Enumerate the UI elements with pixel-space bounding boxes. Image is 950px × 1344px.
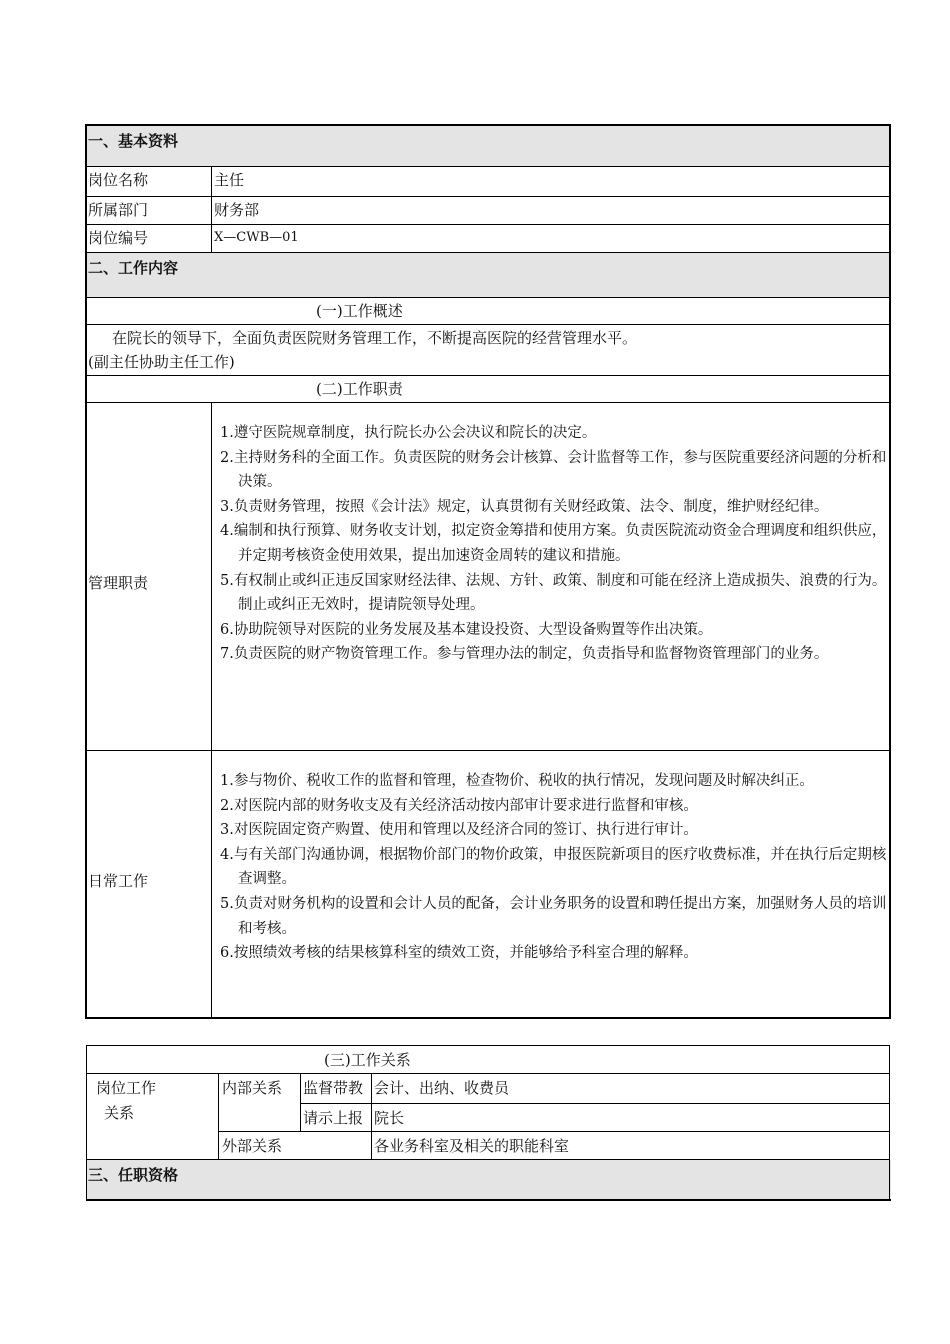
duties-heading: (二)工作职责 (316, 380, 403, 398)
row-divider (86, 402, 890, 403)
list-item: 4.编制和执行预算、财务收支计划，拟定资金筹措和使用方案。负责医院流动资金合理调度和组织供应，并定期考核资金使用效果，提出加速资金周转的建议和措施。 (220, 523, 887, 564)
row-divider (86, 750, 890, 751)
relations-row-label-2: 关系 (104, 1104, 135, 1122)
list-item: 2.主持财务科的全面工作。负责医院的财务会计核算、会计监督等工作，参与医院重要经济问题的分析和决策。 (220, 449, 887, 491)
table-border (86, 1045, 87, 1200)
overview-text: 在院长的领导下，全面负责医院财务管理工作，不断提高医院的经营管理水平。 (112, 329, 638, 347)
label-position-name: 岗位名称 (88, 171, 149, 189)
column-divider (371, 1073, 372, 1159)
row-divider (86, 224, 890, 225)
row-divider (86, 252, 890, 253)
section-qualifications: 三、任职资格 (86, 1160, 891, 1199)
list-item: 1.遵守医院规章制度，执行院长办公会决议和院长的决定。 (220, 425, 597, 441)
column-divider (218, 1073, 219, 1159)
row-divider (86, 196, 890, 197)
row-divider (86, 375, 890, 376)
overview-note: (副主任协助主任工作) (88, 353, 235, 371)
management-duties-label: 管理职责 (88, 574, 149, 592)
table-border (889, 124, 891, 1019)
row-divider (86, 166, 890, 167)
table-border (85, 124, 891, 126)
list-item: 5.有权制止或纠正违反国家财经法律、法规、方针、政策、制度和可能在经济上造成损失、浪费的行为。制止或纠正无效时，提请院领导处理。 (220, 572, 887, 614)
list-item: 3.对医院固定资产购置、使用和管理以及经济合同的签订、执行进行审计。 (220, 822, 698, 839)
row-divider (86, 297, 890, 298)
supervise-value: 会计、出纳、收费员 (374, 1079, 510, 1097)
daily-work-list (220, 769, 891, 966)
list-item: 4.与有关部门沟通协调，根据物价部门的物价政策，申报医院新项目的医疗收费标准，并在执行后定期核查调整。 (220, 846, 887, 888)
internal-relations-label: 内部关系 (222, 1079, 283, 1097)
external-relations-label: 外部关系 (222, 1137, 283, 1155)
report-value: 院长 (374, 1109, 405, 1127)
daily-work-label: 日常工作 (88, 872, 149, 890)
row-divider (300, 1103, 890, 1104)
external-relations-value: 各业务科室及相关的职能科室 (374, 1137, 570, 1155)
table-border (86, 1045, 890, 1046)
list-item: 1.参与物价、税收工作的监督和管理，检查物价、税收的执行情况，发现问题及时解决纠正。 (220, 773, 814, 789)
list-item: 6.按照绩效考核的结果核算科室的绩效工资，并能够给予科室合理的解释。 (220, 945, 698, 962)
table-border (86, 1199, 891, 1201)
overview-heading: (一)工作概述 (316, 302, 403, 320)
report-label: 请示上报 (303, 1109, 364, 1127)
column-divider (300, 1073, 301, 1131)
relations-heading: (三)工作关系 (324, 1051, 411, 1069)
value-position-code: X—CWB—01 (214, 230, 299, 245)
row-divider (86, 1159, 890, 1160)
management-duties-list (220, 421, 891, 667)
table-border (85, 1017, 891, 1019)
list-item: 7.负责医院的财产物资管理工作。参与管理办法的制定，负责指导和监督物资管理部门的业务。 (220, 646, 829, 663)
list-item: 6.协助院领导对医院的业务发展及基本建设投资、大型设备购置等作出决策。 (220, 621, 713, 638)
label-position-code: 岗位编号 (88, 229, 149, 247)
section-work-content: 二、工作内容 (86, 253, 891, 297)
table-border (889, 1045, 890, 1200)
row-divider (86, 324, 890, 325)
column-divider (211, 166, 212, 252)
relations-row-label: 岗位工作 (96, 1079, 157, 1097)
column-divider (211, 402, 212, 1018)
list-item: 5.负责对财务机构的设置和会计人员的配备，会计业务职务的设置和聘任提出方案，加强财务人员的培训和考核。 (220, 895, 887, 937)
supervise-label: 监督带教 (303, 1079, 364, 1097)
list-item: 2.对医院内部的财务收支及有关经济活动按内部审计要求进行监督和审核。 (220, 797, 698, 814)
row-divider (86, 1073, 890, 1074)
value-department: 财务部 (214, 201, 260, 219)
value-position-name: 主任 (214, 171, 245, 189)
list-item: 3.负责财务管理，按照《会计法》规定，认真贯彻有关财经政策、法令、制度，维护财经纪律。 (220, 498, 829, 515)
row-divider (218, 1131, 890, 1132)
section-basic-info: 一、基本资料 (86, 126, 891, 166)
table-border (85, 124, 87, 1019)
label-department: 所属部门 (88, 201, 149, 219)
